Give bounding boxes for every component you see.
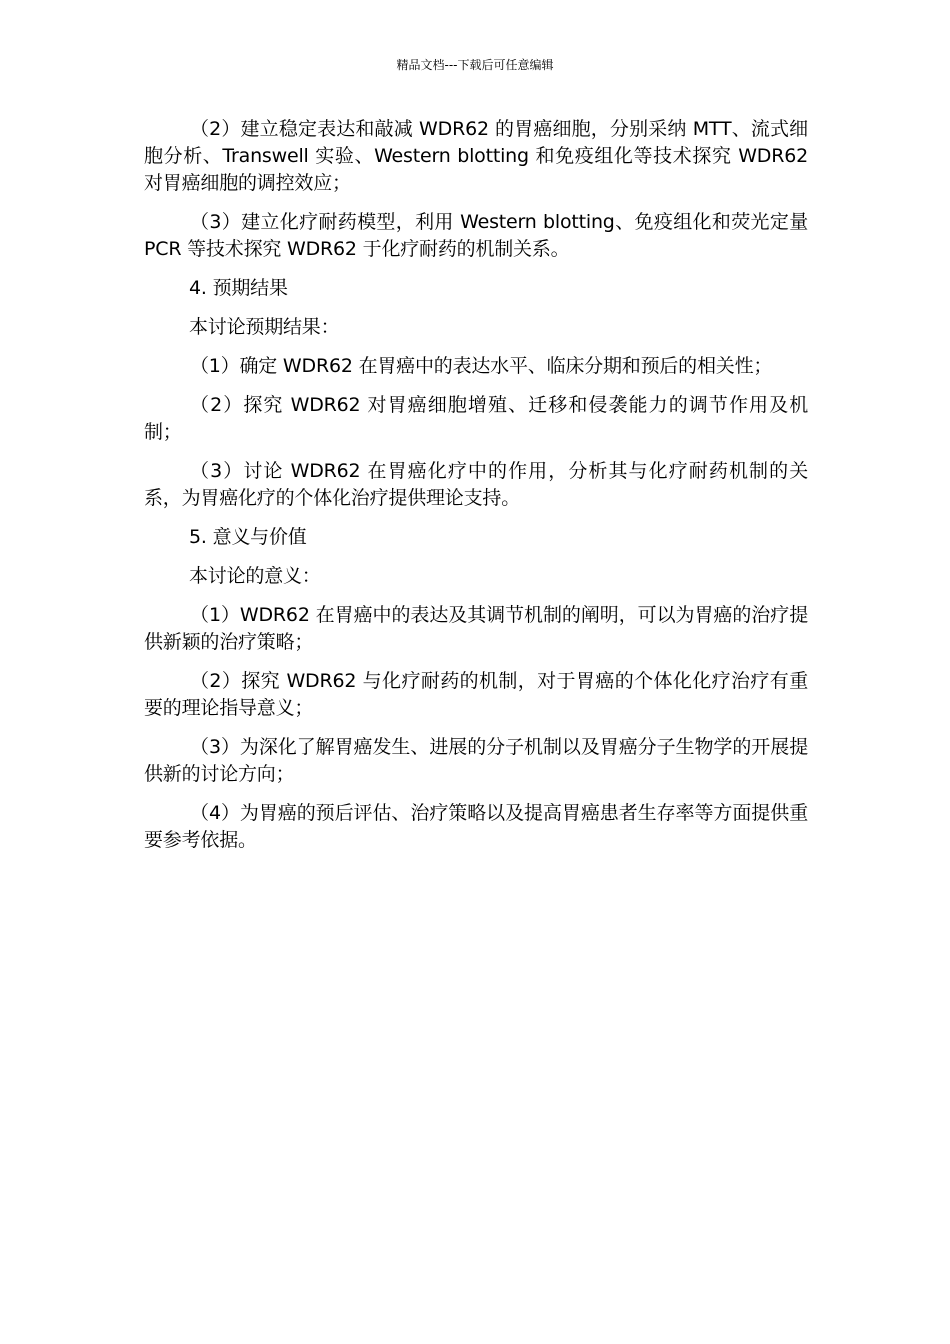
paragraph-item-2: （2）建立稳定表达和敲减 WDR62 的胃癌细胞，分别采纳 MTT、流式细胞分析、Transwell 实验、Western blotting 和免疫组化等技术探究 WDR62 对胃癌细胞的调控效应； — [144, 118, 808, 194]
section-heading-expected-results: 4. 预期结果 — [189, 277, 288, 299]
paragraph-intro-expected-results: 本讨论预期结果： — [189, 316, 340, 338]
document-body — [144, 116, 808, 866]
paragraph-intro-significance: 本讨论的意义： — [189, 565, 321, 587]
paragraph-item-3: （3）建立化疗耐药模型，利用 Western blotting、免疫组化和荧光定量 PCR 等技术探究 WDR62 于化疗耐药的机制关系。 — [144, 211, 808, 260]
paragraph-result-3: （3）讨论 WDR62 在胃癌化疗中的作用，分析其与化疗耐药机制的关系，为胃癌化疗的个体化治疗提供理论支持。 — [144, 460, 808, 509]
paragraph-significance-3: （3）为深化了解胃癌发生、进展的分子机制以及胃癌分子生物学的开展提供新的讨论方向； — [144, 736, 808, 785]
paragraph-result-2: （2）探究 WDR62 对胃癌细胞增殖、迁移和侵袭能力的调节作用及机制； — [144, 394, 808, 443]
section-heading-significance: 5. 意义与价值 — [189, 526, 307, 548]
paragraph-result-1: （1）确定 WDR62 在胃癌中的表达水平、临床分期和预后的相关性； — [190, 355, 773, 377]
paragraph-significance-2: （2）探究 WDR62 与化疗耐药的机制，对于胃癌的个体化化疗治疗有重要的理论指导意义； — [144, 670, 808, 719]
page-header: 精品文档---下载后可任意编辑 — [396, 58, 554, 72]
paragraph-significance-4: （4）为胃癌的预后评估、治疗策略以及提高胃癌患者生存率等方面提供重要参考依据。 — [144, 802, 808, 851]
paragraph-significance-1: （1）WDR62 在胃癌中的表达及其调节机制的阐明，可以为胃癌的治疗提供新颖的治疗策略； — [144, 604, 808, 653]
